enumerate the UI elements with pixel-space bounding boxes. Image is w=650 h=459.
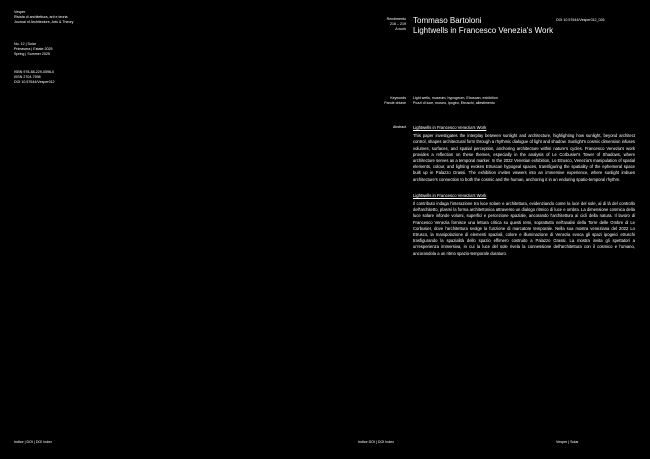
footer-right: Vesper | Solar — [556, 440, 579, 444]
isbn: ISBN 978-88-229-0596-0 — [14, 70, 55, 74]
abstract-label: Abstract — [392, 125, 406, 129]
issn: ISSN 2704-7598 — [14, 75, 41, 79]
journal-name: Vesper — [14, 10, 26, 14]
identifiers — [14, 70, 134, 85]
journal-subtitle-en: Journal of Architecture, Arts & Theory — [14, 20, 74, 24]
abstract-body-it: Il contributo indaga l'interazione tra luce solare e architettura, evidenziando come la luce del sole, al di là del controllo dell'architetto, plasmi la forma architettonica attraverso un dialogo ritmico di luce e ombra. La dimensione cosmica della luce solare infonde volumi, superfici e percezione spaziale, ancorando l'architettura ai cicli della natura. Il lavoro di Francesco Venezia fornisce una lettura critica su questi temi, soprattutto nell'analisi della Torre delle Ombre di Le Corbusier, dove l'architettura svolge la funzione di marcatore temporale. Nella sua mostra veneziana del 2022 Lo Etrusco, la manipolazione di elementi spaziali, colore e illuminazione di Venezia evoca gli spazi ipogeici etruschi trasfigurando la spazialità dello spazio effimero costruito a Palazzo Grassi. La mostra invita gli spettatori a un'esperienza immersiva, in cui la luce del sole rivela la connessione dell'architettura con il cosmico e l'umano, ancorandola a un ritmo spazio-temporale duraturo. — [413, 201, 635, 256]
keywords-label-en: Keywords — [390, 96, 406, 100]
article-category-en: A work — [395, 27, 406, 31]
abstract-heading-it[interactable]: Lightwells in Francesco Venezia's Work — [413, 192, 487, 198]
abstract-section — [413, 125, 635, 257]
journal-doi: DOI 10.57644/Vesper012 — [14, 80, 55, 84]
article-author: Tommaso Bartoloni — [413, 16, 482, 25]
article-category-it: Rendimento — [386, 17, 406, 21]
issue-season-it: Primavera | Estate 2025 — [14, 47, 53, 51]
keywords-value-en: Light wells, museum, hypogeum, Etruscan, exhibition — [413, 96, 498, 100]
footer-center[interactable]: Indice DOI | DOI Index — [358, 440, 395, 444]
keywords-values — [413, 96, 613, 106]
journal-masthead — [14, 10, 134, 25]
article-meta — [350, 17, 406, 32]
abstract-heading-en[interactable]: Lightwells in Francesco Venezia's Work — [413, 125, 487, 130]
issue-season-en: Spring | Summer 2025 — [14, 52, 50, 56]
keywords-labels — [350, 96, 406, 106]
article-title: Lightwells in Francesco Venezia's Work — [413, 25, 554, 35]
article-header — [413, 16, 563, 35]
journal-subtitle-it: Rivista di architettura, arti e teoria — [14, 15, 68, 19]
keywords-label-it: Parole chiave — [384, 101, 406, 105]
issue-info — [14, 42, 134, 57]
abstract-body-en: This paper investigates the interplay between sunlight and architecture, highlighting how sunlight, beyond architect control, shapes architectural form through a rhythmic dialogue of light and shadow. Sunlight's cosmic dimension infuses volumes, surfaces, and spatial perception, anchoring architecture within nature's cycles. Francesco Venezia's work provides a reflection on these themes, especially in the analysis of Le Corbusier's Tower of Shadows, where architecture serves as a temporal marker. In the 2022 Venetian exhibition, Lo Etrusco, Venezia's manipulation of spatial elements, colour, and lighting evokes Etruscan hypogeal spaces, transfiguring the spatiality of the ephemeral space built up in Palazzo Grassi. The exhibition invites viewers into an immersive experience, where sunlight imbues architecture's connection to both the cosmic and the human, anchoring it in an enduring spatio-temporal rhythm. — [413, 133, 635, 182]
article-pages: 216 – 219 — [390, 22, 406, 26]
keywords-value-it: Pozzi di luce, museo, ipogeo, Etruschi, allestimento — [413, 101, 495, 105]
article-doi[interactable]: DOI 10.57644/Vesper012_026 — [556, 18, 605, 22]
issue-number: No. 12 | Solar — [14, 42, 36, 46]
footer-left[interactable]: Indice | DOI | DOI Index — [14, 440, 53, 444]
